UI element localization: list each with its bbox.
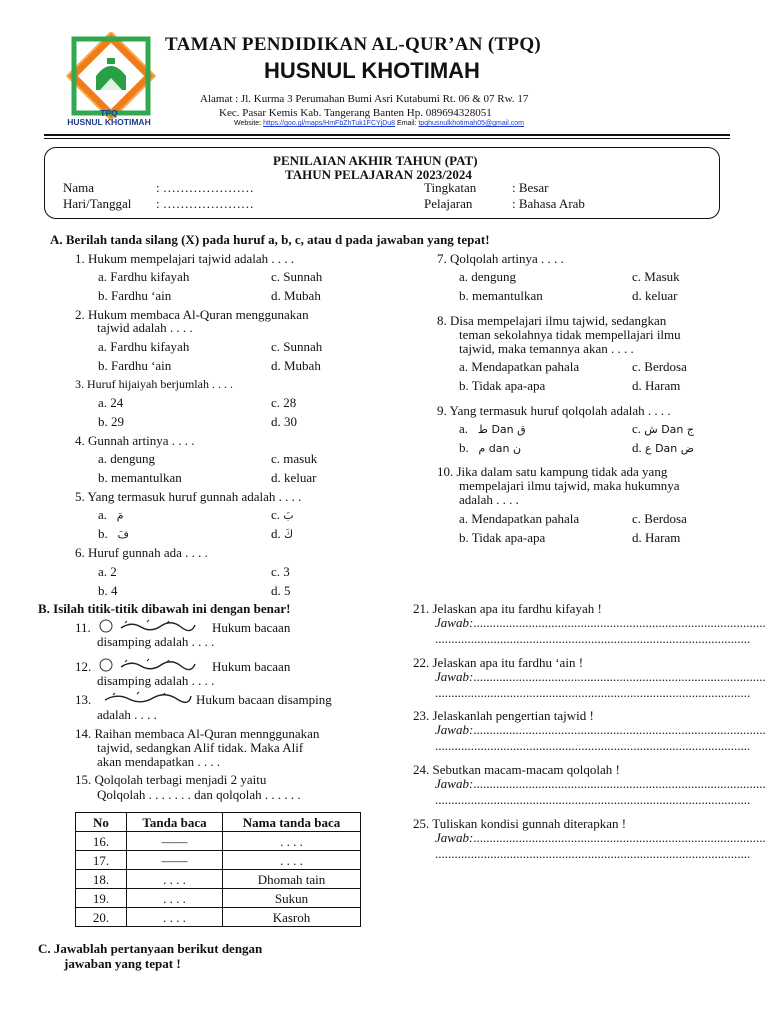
q10-option-a[interactable]: a. Mendapatkan pahala (459, 511, 580, 526)
q22: 22. Jelaskan apa itu fardhu ‘ain ! (413, 655, 584, 670)
q6-option-c[interactable]: c. 3 (271, 564, 290, 579)
q23-answer-line[interactable]: Jawab:.......................................................................................... (435, 722, 766, 737)
q3-option-d[interactable]: d. 30 (271, 414, 297, 429)
header-tanda-baca: Tanda baca (127, 813, 223, 832)
hari-field[interactable]: : ………………… (156, 196, 254, 211)
header-no: No (76, 813, 127, 832)
section-a-heading: A. Berilah tanda silang (X) pada huruf a, b, c, atau d pada jawaban yang tepat! (50, 232, 490, 247)
q2-option-b[interactable]: b. Fardhu ‘ain (98, 358, 172, 373)
q5-option-a-arabic: مَ (116, 509, 124, 522)
logo-caption-tpq: TPQ (100, 108, 118, 118)
q25: 25. Tuliskan kondisi gunnah diterapkan ! (413, 816, 627, 831)
table-row (76, 889, 361, 908)
row-no: 20. (76, 908, 127, 927)
q1-option-a[interactable]: a. Fardhu kifayah (98, 269, 190, 284)
exam-year: TAHUN PELAJARAN 2023/2024 (285, 167, 472, 182)
quran-verse-image-11 (97, 618, 197, 633)
q21-answer-line-2[interactable]: ................................................................................................. (435, 631, 751, 646)
q2-option-d[interactable]: d. Mubah (271, 358, 321, 373)
q1-option-b[interactable]: b. Fardhu ‘ain (98, 288, 172, 303)
q6-option-d[interactable]: d. 5 (271, 583, 291, 598)
q21: 21. Jelaskan apa itu fardhu kifayah ! (413, 601, 602, 616)
q10-line-2: mempelajari ilmu tajwid, maka hukumnya (459, 478, 680, 493)
q22-answer-line-2[interactable]: ................................................................................................. (435, 685, 751, 700)
q9-option-d[interactable]: d. ع Dan ض (632, 440, 695, 455)
header-nama-tanda-baca: Nama tanda baca (223, 813, 361, 832)
q4-option-c[interactable]: c. masuk (271, 451, 318, 466)
q6: 6. Huruf gunnah ada . . . . (75, 545, 208, 560)
logo-caption-name: HUSNUL KHOTIMAH (67, 117, 151, 127)
section-c-heading-2: jawaban yang tepat ! (64, 956, 181, 971)
school-name: HUSNUL KHOTIMAH (264, 58, 480, 83)
q4-option-d[interactable]: d. keluar (271, 470, 317, 485)
q10-option-d[interactable]: d. Haram (632, 530, 681, 545)
q3-option-a[interactable]: a. 24 (98, 395, 124, 410)
row-tanda: —— (127, 851, 223, 870)
q7-option-b[interactable]: b. memantulkan (459, 288, 543, 303)
website-label: Website: (234, 120, 262, 127)
q8-option-b[interactable]: b. Tidak apa-apa (459, 378, 546, 393)
exam-title: PENILAIAN AKHIR TAHUN (PAT) (273, 153, 478, 168)
quran-verse-image-13 (103, 690, 193, 705)
row-no: 18. (76, 870, 127, 889)
q8-line-2: teman sekolahnya tidak mempellajari ilmu (459, 327, 681, 342)
website-link[interactable]: https://goo.gl/maps/HmFbZhTuk1FCYjDu8 (263, 120, 396, 127)
row-no: 19. (76, 889, 127, 908)
q13-line-2: adalah . . . . (97, 707, 157, 722)
q9: 9. Yang termasuk huruf qolqolah adalah . . . . (437, 403, 671, 418)
q1: 1. Hukum mempelajari tajwid adalah . . . . (75, 251, 295, 266)
q12-line-1: Hukum bacaan (212, 659, 291, 674)
header-rule-thin (44, 138, 730, 139)
q11-line-1: Hukum bacaan (212, 620, 291, 635)
q9-option-b-arabic: م dan ن (478, 442, 522, 455)
q4: 4. Gunnah artinya . . . . (75, 433, 195, 448)
q8-option-d[interactable]: d. Haram (632, 378, 681, 393)
nama-field[interactable]: : ………………… (156, 180, 254, 195)
q8-line-3: tajwid, maka temannya akan . . . . (459, 341, 634, 356)
q9-option-d-arabic: ع Dan ض (645, 442, 695, 455)
q15-line-1: 15. Qolqolah terbagi menjadi 2 yaitu (75, 772, 267, 787)
q23: 23. Jelaskanlah pengertian tajwid ! (413, 708, 594, 723)
section-b-heading: B. Isilah titik-titik dibawah ini dengan benar! (38, 601, 291, 616)
q3: 3. Huruf hijaiyah berjumlah . . . . (75, 377, 233, 391)
row-nama: Kasroh (223, 908, 361, 927)
q9-option-c-arabic: ش Dan ج (644, 423, 695, 436)
pelajaran-label: Pelajaran (424, 196, 473, 211)
q2-option-a[interactable]: a. Fardhu kifayah (98, 339, 190, 354)
q14-line-3: akan mendapatkan . . . . (97, 754, 221, 769)
q5-option-c[interactable]: c. بَ (271, 507, 294, 522)
q4-option-a[interactable]: a. dengung (98, 451, 156, 466)
row-nama: Dhomah tain (223, 870, 361, 889)
q8-line-1: 8. Disa mempelajari ilmu tajwid, sedangkan (437, 313, 667, 328)
quran-verse-image-12 (97, 657, 197, 672)
email-label: Email: (397, 120, 417, 127)
q10-option-b[interactable]: b. Tidak apa-apa (459, 530, 546, 545)
q7-option-a[interactable]: a. dengung (459, 269, 517, 284)
table-row (76, 851, 361, 870)
row-no: 17. (76, 851, 127, 870)
row-tanda[interactable]: . . . . (127, 870, 223, 889)
header-rule-thick (44, 134, 730, 136)
table-header-row (76, 813, 361, 832)
q6-option-a[interactable]: a. 2 (98, 564, 117, 579)
nama-label: Nama (63, 180, 95, 195)
q21-answer-line[interactable]: Jawab:.......................................................................................... (435, 615, 766, 630)
email-link[interactable]: tpqhusnulkhotimah05@gmail.com (418, 120, 524, 127)
row-tanda: —— (127, 832, 223, 851)
tingkatan-value: : Besar (512, 180, 549, 195)
q11-line-2: disamping adalah . . . . (97, 634, 215, 649)
q1-option-d[interactable]: d. Mubah (271, 288, 321, 303)
q5-option-b[interactable]: b. فَ (98, 526, 129, 541)
q12-number: 12. (75, 659, 92, 674)
harakat-table (75, 812, 361, 927)
q5-option-b-arabic: فَ (117, 528, 129, 541)
table-row (76, 832, 361, 851)
q5-option-c-arabic: بَ (283, 509, 294, 522)
q5-option-d-arabic: كَ (284, 528, 294, 541)
q12-line-2: disamping adalah . . . . (97, 673, 215, 688)
row-nama[interactable]: . . . . (223, 851, 361, 870)
hari-label: Hari/Tanggal (63, 196, 132, 211)
q9-option-b[interactable]: b. م dan ن (459, 440, 522, 455)
q13-line-1: Hukum bacaan disamping (196, 692, 332, 707)
table-row (76, 870, 361, 889)
q3-option-b[interactable]: b. 29 (98, 414, 124, 429)
q10-line-3: adalah . . . . (459, 492, 519, 507)
section-c-heading-1: C. Jawablah pertanyaan berikut dengan (38, 941, 263, 956)
q4-option-b[interactable]: b. memantulkan (98, 470, 182, 485)
q5-option-a[interactable]: a. مَ (98, 507, 124, 522)
q24-answer-line[interactable]: Jawab:.......................................................................................... (435, 776, 766, 791)
table-row (76, 908, 361, 927)
address-line-2: Kec. Pasar Kemis Kab. Tangerang Banten Hp. 089694328051 (219, 107, 492, 119)
q3-option-c[interactable]: c. 28 (271, 395, 297, 410)
q13-number: 13. (75, 692, 92, 707)
q5: 5. Yang termasuk huruf gunnah adalah . . . . (75, 489, 302, 504)
q9-option-a[interactable]: a. ط Dan ق (459, 421, 526, 436)
q14-line-2: tajwid, sedangkan Alif tidak. Maka Alif (97, 740, 304, 755)
row-no: 16. (76, 832, 127, 851)
q23-answer-line-2[interactable]: ................................................................................................. (435, 738, 751, 753)
row-nama[interactable]: . . . . (223, 832, 361, 851)
row-tanda[interactable]: . . . . (127, 908, 223, 927)
pelajaran-value: : Bahasa Arab (512, 196, 585, 211)
q5-option-d[interactable]: d. كَ (271, 526, 294, 541)
q24-answer-line-2[interactable]: ................................................................................................. (435, 792, 751, 807)
q7: 7. Qolqolah artinya . . . . (437, 251, 564, 266)
row-nama: Sukun (223, 889, 361, 908)
q14-line-1: 14. Raihan membaca Al-Quran mennggunakan (75, 726, 320, 741)
q7-option-c[interactable]: c. Masuk (632, 269, 680, 284)
q2-line-2: tajwid adalah . . . . (97, 320, 193, 335)
q9-option-c[interactable]: c. ش Dan ج (632, 421, 695, 436)
q11-number: 11. (75, 620, 91, 635)
q22-answer-line[interactable]: Jawab:.......................................................................................... (435, 669, 766, 684)
school-title: TAMAN PENDIDIKAN AL-QUR’AN (TPQ) (165, 34, 542, 55)
logo-caption (44, 109, 174, 127)
q25-answer-line[interactable]: Jawab:.......................................................................................... (435, 830, 766, 845)
q24: 24. Sebutkan macam-macam qolqolah ! (413, 762, 620, 777)
website-line (234, 120, 524, 128)
q10-option-c[interactable]: c. Berdosa (632, 511, 687, 526)
q8-option-c[interactable]: c. Berdosa (632, 359, 687, 374)
q9-option-a-arabic: ط Dan ق (477, 423, 526, 436)
q15-line-2: Qolqolah . . . . . . . dan qolqolah . . . . . . (97, 787, 301, 802)
q6-option-b[interactable]: b. 4 (98, 583, 118, 598)
address-line-1: Alamat : Jl. Kurma 3 Perumahan Bumi Asri Kutabumi Rt. 06 & 07 Rw. 17 (200, 93, 529, 105)
q2-line-1: 2. Hukum membaca Al-Quran menggunakan (75, 307, 309, 322)
q7-option-d[interactable]: d. keluar (632, 288, 678, 303)
q10-line-1: 10. Jika dalam satu kampung tidak ada yang (437, 464, 668, 479)
q1-option-c[interactable]: c. Sunnah (271, 269, 323, 284)
q8-option-a[interactable]: a. Mendapatkan pahala (459, 359, 580, 374)
tingkatan-label: Tingkatan (424, 180, 477, 195)
row-tanda[interactable]: . . . . (127, 889, 223, 908)
q2-option-c[interactable]: c. Sunnah (271, 339, 323, 354)
q25-answer-line-2[interactable]: ................................................................................................. (435, 846, 751, 861)
